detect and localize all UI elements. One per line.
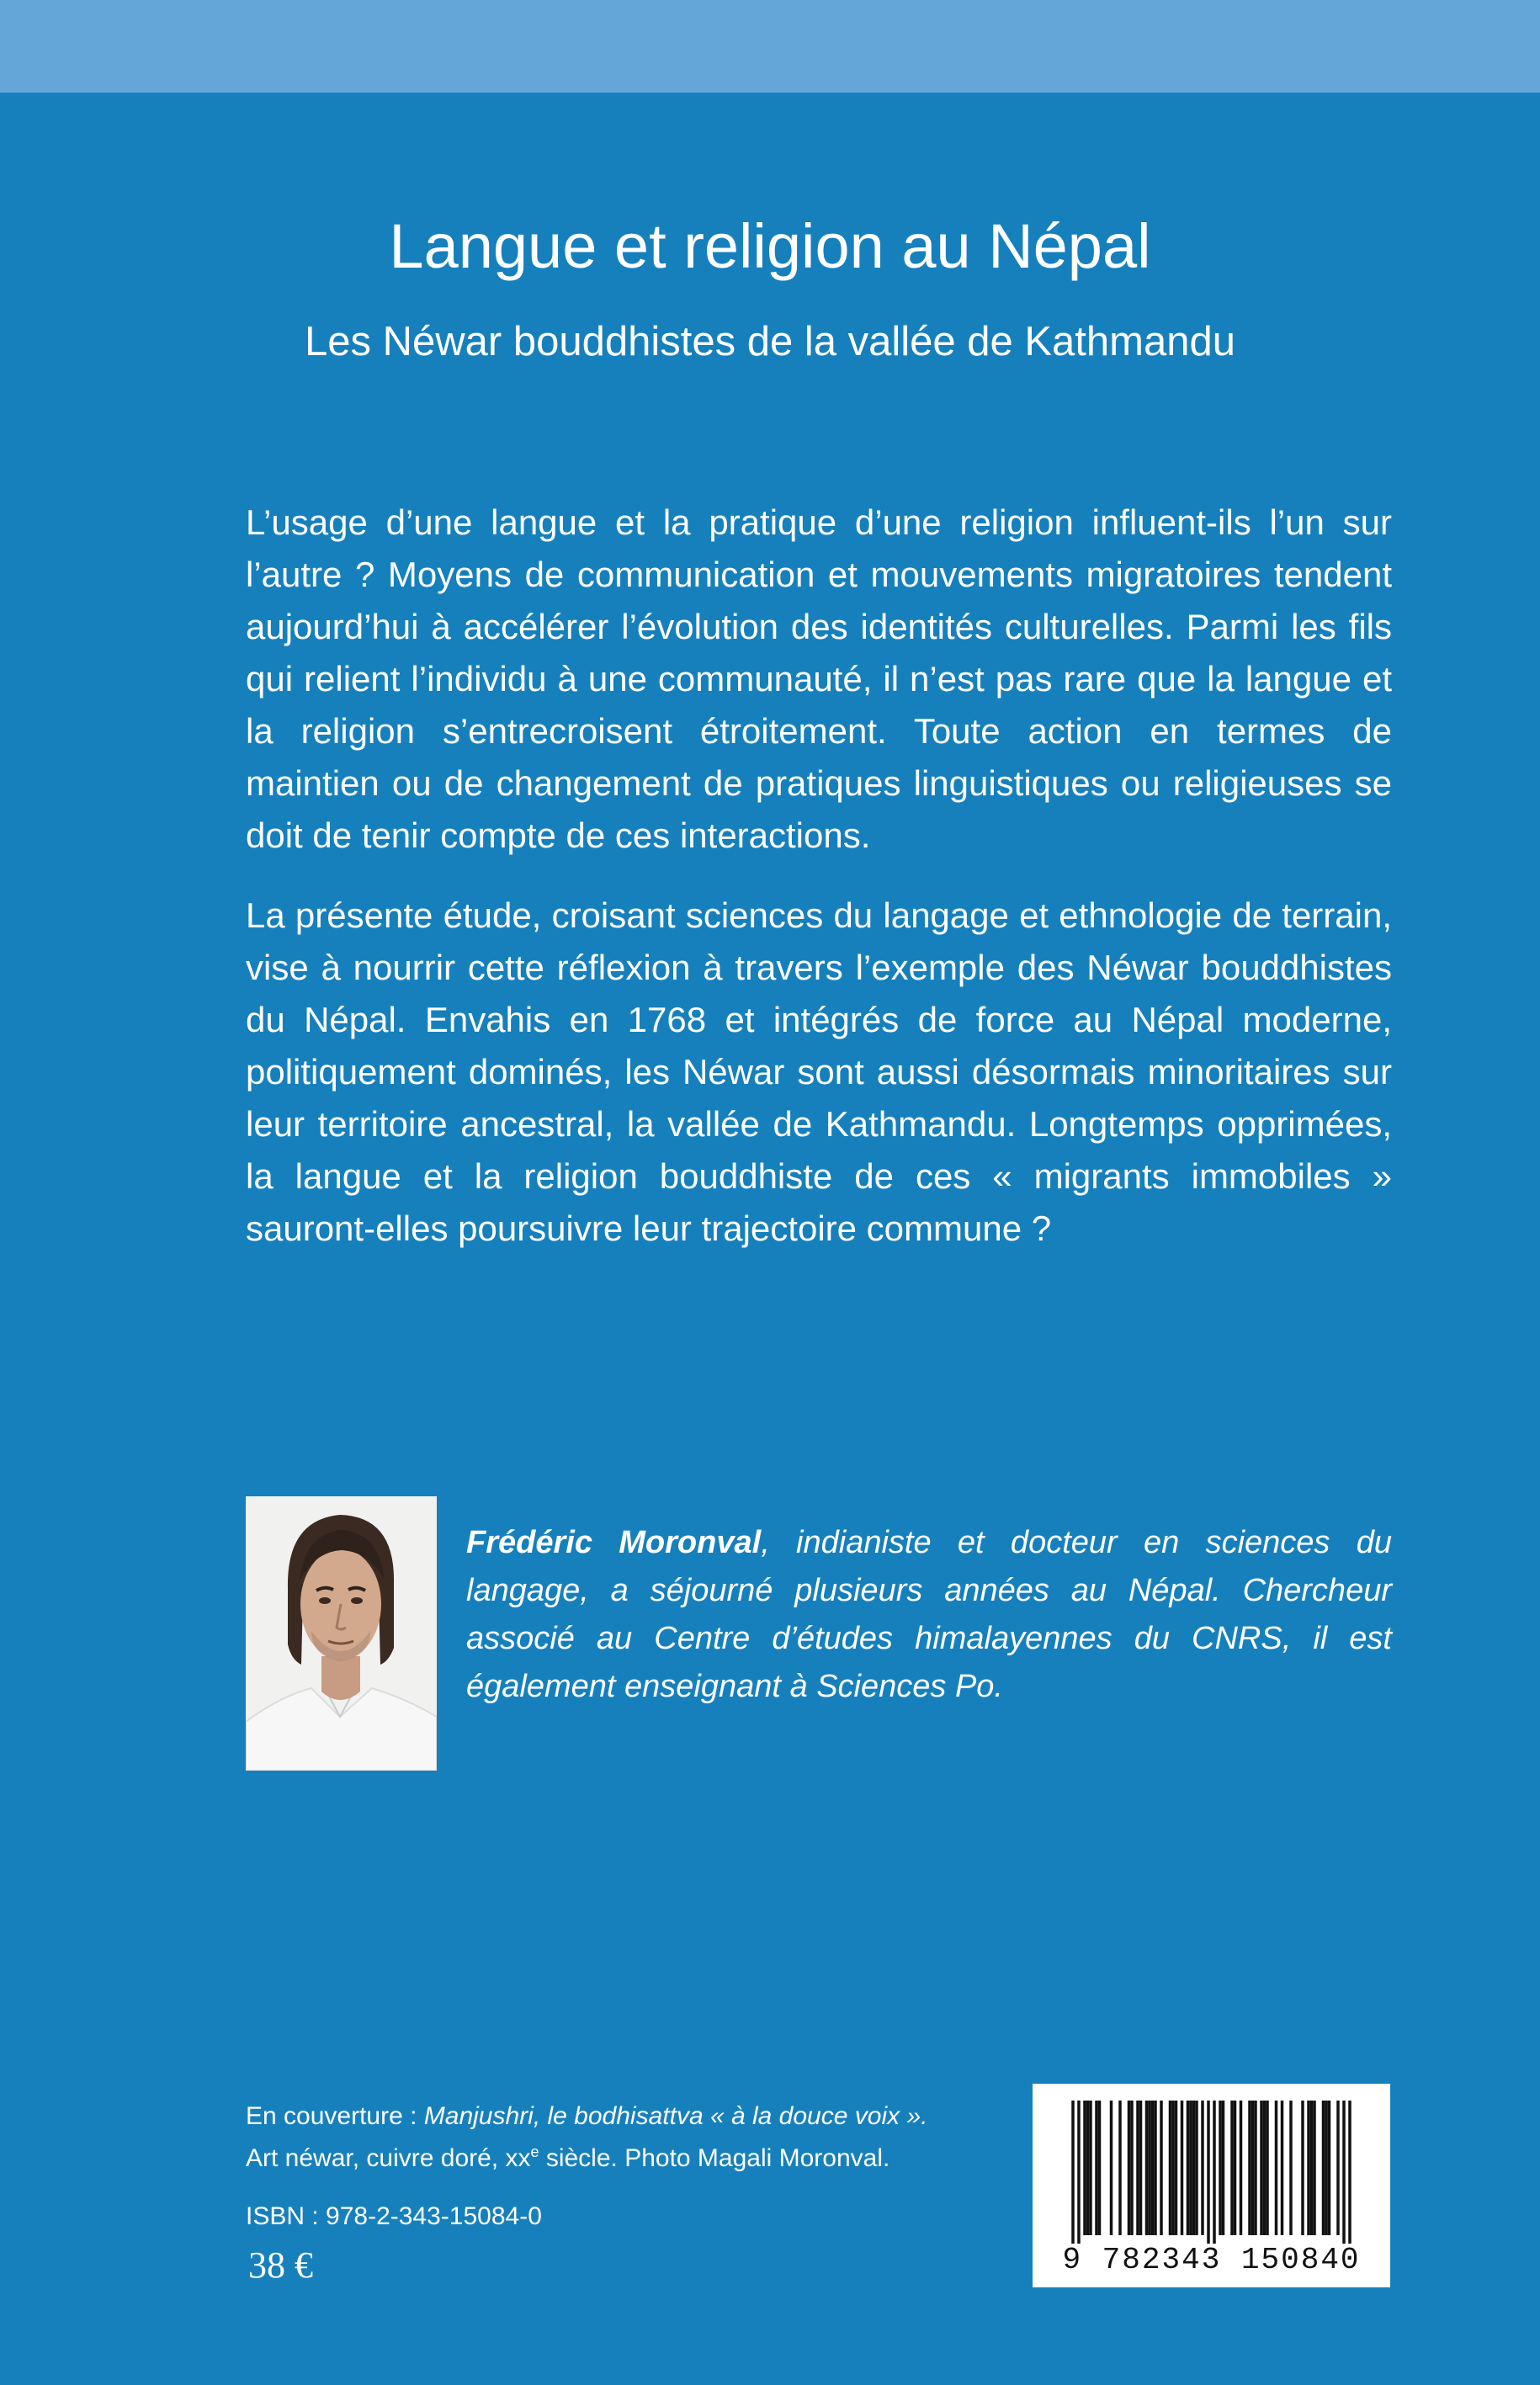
barcode-digits: 9 782343 150840 [1062, 2243, 1361, 2277]
author-bio-text: , indianiste et docteur en sciences du langage, a séjourné plusieurs années au Népal. Chercheur associé au Centre d’études himalayennes du CNRS, il est également enseignant à Sciences Po. [466, 1525, 1393, 1704]
barcode-bar [1281, 2101, 1284, 2235]
barcode-bar [1266, 2101, 1269, 2235]
barcode-bar [1128, 2101, 1131, 2235]
barcode-bar [1130, 2101, 1134, 2235]
credit-line2-b: siècle. Photo Magali Moronval. [539, 2144, 890, 2172]
barcode-bar [1089, 2101, 1092, 2235]
barcode-bar [1169, 2101, 1172, 2235]
barcode-bar [1230, 2101, 1234, 2235]
barcode-bar [1110, 2101, 1113, 2235]
barcode-bar [1307, 2101, 1310, 2235]
barcode-bar [1192, 2101, 1196, 2235]
barcode-bar [1187, 2101, 1190, 2235]
blurb-paragraph-2: La présente étude, croisant sciences du langage et ethnologie de terrain, vise à nourrir cette réflexion à travers l’exemple des Néwar bouddhistes du Népal. Envahis en 1768 et intégrés de force au Népal moderne, politiquement dominés, les Néwar sont aussi désormais minoritaires sur leur territoire ancestral, la vallée de Kathmandu. Longtemps opprimées, la langue et la religion bouddhiste de ces « migrants immobiles » sauront-elles poursuivre leur trajectoire commune ? [246, 895, 1392, 1248]
barcode-bar [1195, 2101, 1198, 2235]
credit-work-title: Manjushri, le bodhisattva « à la douce voix ». [423, 2102, 928, 2130]
book-subtitle: Les Néwar bouddhistes de la vallée de Kathmandu [305, 319, 1235, 364]
barcode-bar [1083, 2101, 1086, 2235]
book-title: Langue et religion au Népal [389, 211, 1151, 281]
barcode-bar [1098, 2101, 1102, 2235]
credit-prefix: En couverture : [246, 2102, 424, 2130]
barcode-bar [1160, 2101, 1163, 2235]
barcode-bar [1139, 2101, 1143, 2235]
barcode-bar [1325, 2101, 1328, 2235]
barcode-bar [1181, 2101, 1184, 2235]
barcode-bar [1310, 2101, 1314, 2235]
barcode-bar [1145, 2101, 1149, 2235]
barcode-bar [1189, 2101, 1192, 2235]
blurb-paragraph-1: L’usage d’une langue et la pratique d’une religion influent-ils l’un sur l’autre ? Moyens de communication et mouvements migratoires tendent aujourd’hui à accélérer l’évolution des identités culturelles. Parmi les fils qui relient l’individu à une communauté, il n’est pas rare que la langue et la religion s’entrecroisent étroitement. Toute action en termes de maintien ou de changement de pratiques linguistiques ou religieuses se doit de tenir compte de ces interactions. [246, 502, 1392, 855]
barcode-bar [1301, 2101, 1304, 2235]
barcode-bar [1254, 2101, 1257, 2235]
barcode-bar [1207, 2101, 1210, 2244]
barcode-bar [1222, 2101, 1225, 2235]
barcode-bar [1151, 2101, 1155, 2235]
barcode-bar [1171, 2101, 1175, 2235]
barcode-bar [1240, 2101, 1243, 2235]
barcode-bar [1154, 2101, 1157, 2235]
barcode-bar [1336, 2101, 1340, 2235]
barcode-bars [1033, 2084, 1390, 2244]
barcode-bar [1148, 2101, 1151, 2235]
barcode-bar [1219, 2101, 1222, 2235]
barcode-bar [1263, 2101, 1267, 2235]
credit-line2-sup: e [530, 2143, 539, 2160]
barcode-bar [1095, 2101, 1098, 2235]
barcode [1033, 2084, 1390, 2287]
barcode-bar [1234, 2101, 1237, 2235]
author-portrait-icon [246, 1496, 437, 1771]
author-name: Frédéric Moronval [466, 1525, 762, 1560]
barcode-bar [1213, 2101, 1216, 2244]
isbn: ISBN : 978-2-343-15084-0 [246, 2202, 542, 2230]
barcode-bar [1342, 2101, 1346, 2244]
barcode-bar [1201, 2101, 1204, 2235]
credit-line2-a: Art néwar, cuivre doré, xx [246, 2144, 531, 2172]
top-color-band [0, 0, 1540, 93]
barcode-bar [1348, 2101, 1351, 2244]
barcode-bar [1322, 2101, 1325, 2235]
barcode-bar [1313, 2101, 1316, 2235]
barcode-bar [1175, 2101, 1178, 2235]
barcode-bar [1260, 2101, 1263, 2235]
price: 38 € [248, 2244, 313, 2286]
barcode-bar [1118, 2101, 1122, 2235]
author-bio [466, 1519, 1392, 1711]
barcode-bar [1275, 2101, 1278, 2235]
barcode-bar [1289, 2101, 1293, 2235]
barcode-bar [1248, 2101, 1251, 2235]
author-photo [246, 1496, 437, 1771]
cover-credit [246, 2099, 1003, 2176]
barcode-bar [1136, 2101, 1139, 2235]
barcode-bar [1086, 2101, 1090, 2235]
barcode-bar [1328, 2101, 1331, 2235]
barcode-bar [1251, 2101, 1255, 2235]
barcode-bar [1071, 2101, 1075, 2244]
barcode-bar [1077, 2101, 1081, 2244]
